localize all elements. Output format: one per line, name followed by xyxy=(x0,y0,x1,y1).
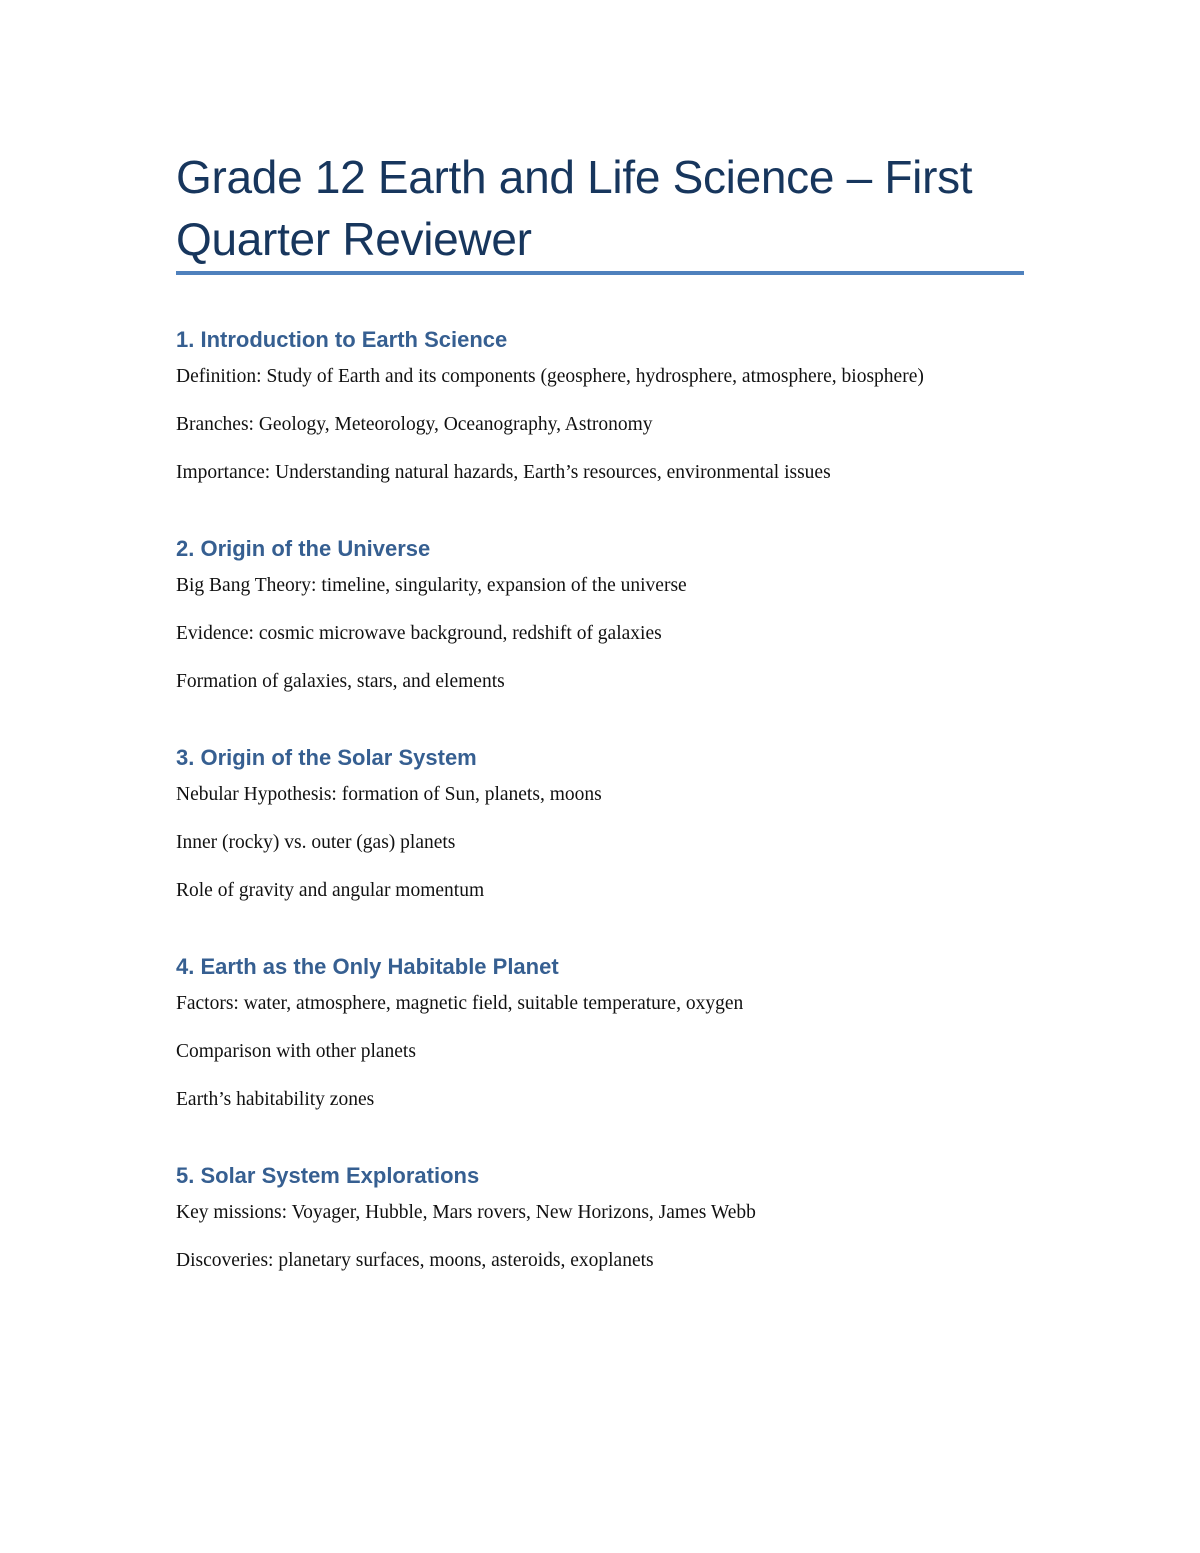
section-solar-system-explorations xyxy=(176,1161,1036,1276)
section-paragraph: Inner (rocky) vs. outer (gas) planets xyxy=(176,832,456,853)
document-title: Grade 12 Earth and Life Science – First Quarter Reviewer xyxy=(176,151,973,265)
section-heading: 4. Earth as the Only Habitable Planet xyxy=(176,954,559,979)
section-paragraph: Role of gravity and angular momentum xyxy=(176,880,485,901)
section-paragraph: Formation of galaxies, stars, and elements xyxy=(176,671,505,692)
section-heading: 5. Solar System Explorations xyxy=(176,1163,480,1188)
section-paragraph: Definition: Study of Earth and its components (geosphere, hydrosphere, atmosphere, biosphere) xyxy=(176,366,924,387)
section-paragraph: Earth’s habitability zones xyxy=(176,1089,375,1110)
section-heading: 2. Origin of the Universe xyxy=(176,536,431,561)
section-paragraph: Discoveries: planetary surfaces, moons, asteroids, exoplanets xyxy=(176,1250,654,1271)
section-origin-universe xyxy=(176,534,1036,697)
section-habitable-planet xyxy=(176,952,1036,1115)
section-paragraph: Comparison with other planets xyxy=(176,1041,416,1062)
section-heading: 1. Introduction to Earth Science xyxy=(176,327,508,352)
section-paragraph: Nebular Hypothesis: formation of Sun, planets, moons xyxy=(176,784,602,805)
section-paragraph: Big Bang Theory: timeline, singularity, expansion of the universe xyxy=(176,575,687,596)
section-paragraph: Evidence: cosmic microwave background, redshift of galaxies xyxy=(176,623,662,644)
section-paragraph: Importance: Understanding natural hazards, Earth’s resources, environmental issues xyxy=(176,462,831,483)
section-heading: 3. Origin of the Solar System xyxy=(176,745,477,770)
section-origin-solar-system xyxy=(176,743,1036,906)
section-paragraph: Branches: Geology, Meteorology, Oceanography, Astronomy xyxy=(176,414,653,435)
section-paragraph: Key missions: Voyager, Hubble, Mars rovers, New Horizons, James Webb xyxy=(176,1202,756,1223)
title-underline xyxy=(176,271,1024,275)
sections-container xyxy=(176,325,1036,1322)
section-intro-earth-science xyxy=(176,325,1036,488)
section-paragraph: Factors: water, atmosphere, magnetic field, suitable temperature, oxygen xyxy=(176,993,744,1014)
